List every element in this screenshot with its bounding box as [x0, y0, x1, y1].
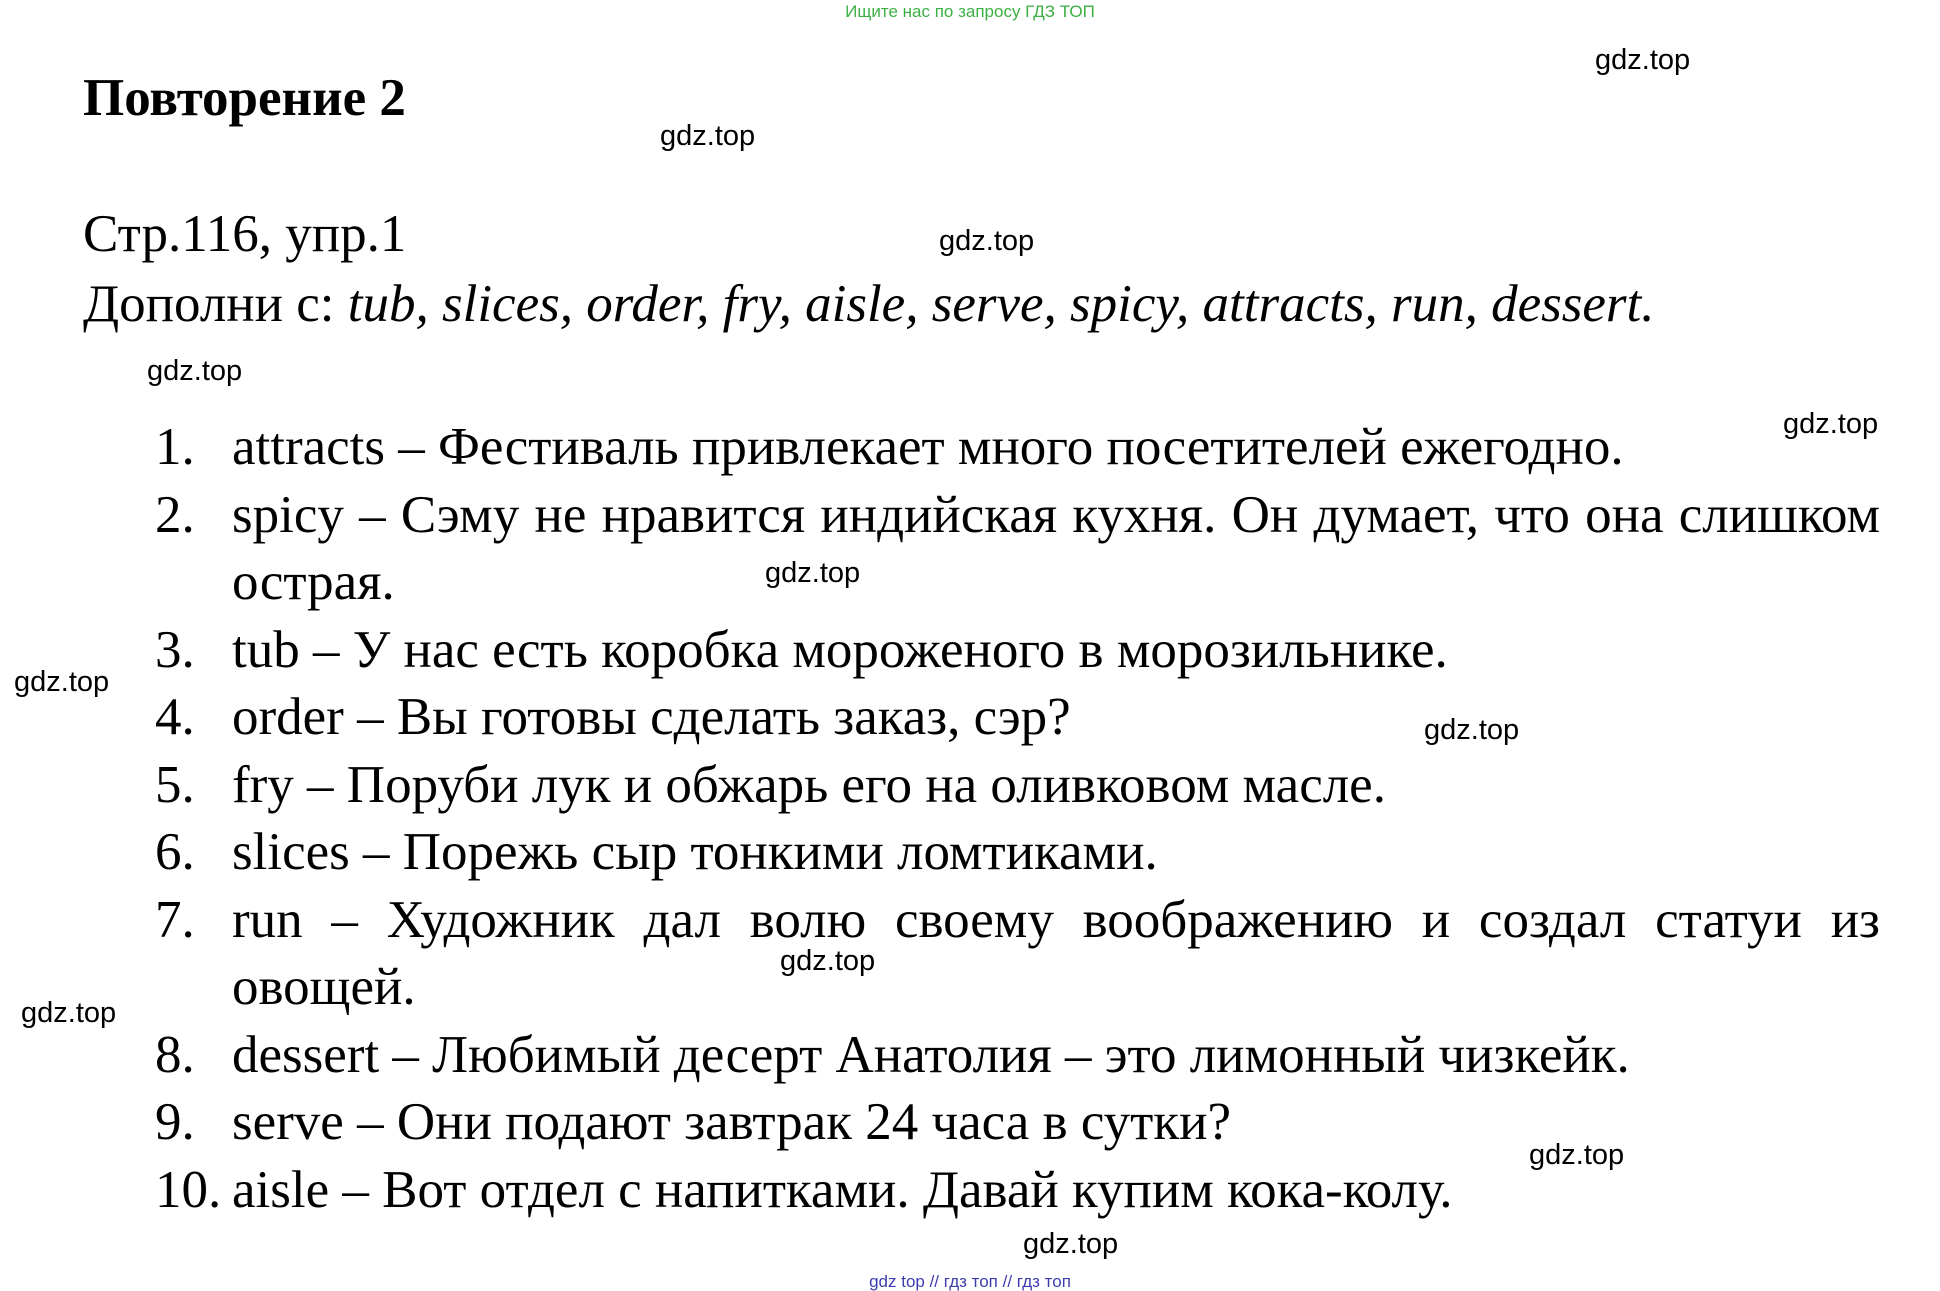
watermark: gdz.top	[765, 557, 861, 589]
answer-number: 9.	[155, 1093, 195, 1151]
answer-item	[155, 752, 1880, 820]
watermark: gdz.top	[147, 355, 243, 387]
answer-text: run – Художник дал волю своему воображению и создал статуи из овощей.	[232, 890, 1880, 1016]
answer-number: 8.	[155, 1025, 195, 1084]
answer-number: 1.	[155, 418, 195, 476]
exercise-reference: Стр.116, упр.1	[83, 205, 407, 263]
instruction-word-list: tub, slices, order, fry, aisle, serve, spicy, attracts, run, dessert.	[347, 275, 1655, 333]
watermark: gdz.top	[780, 945, 876, 977]
answer-text: fry – Поруби лук и обжарь его на оливковом масле.	[232, 755, 1386, 814]
watermark: gdz.top	[1529, 1139, 1625, 1171]
answer-number: 2.	[155, 485, 195, 544]
answer-number: 10.	[155, 1160, 222, 1219]
page-title: Повторение 2	[83, 69, 406, 127]
answer-number: 6.	[155, 823, 195, 881]
answer-list	[155, 414, 1880, 1224]
answer-text: spicy – Сэму не нравится индийская кухня. Он думает, что она слишком острая.	[232, 485, 1880, 611]
watermark: gdz.top	[939, 225, 1035, 257]
top-banner: Ищите нас по запросу ГДЗ ТОП	[845, 2, 1095, 21]
watermark: gdz.top	[14, 666, 110, 698]
instruction-prefix: Дополни с:	[83, 275, 348, 333]
answer-text: slices – Порежь сыр тонкими ломтиками.	[232, 823, 1158, 881]
answer-item	[155, 482, 1880, 617]
watermark: gdz.top	[1783, 408, 1879, 440]
answer-item	[155, 1022, 1880, 1090]
answer-text: attracts – Фестиваль привлекает много посетителей ежегодно.	[232, 418, 1624, 476]
watermark: gdz.top	[1023, 1228, 1119, 1260]
answer-text: tub – У нас есть коробка мороженого в морозильнике.	[232, 620, 1448, 679]
answer-item	[155, 887, 1880, 1022]
answer-item	[155, 414, 1880, 482]
watermark: gdz.top	[660, 120, 756, 152]
watermark: gdz.top	[1595, 44, 1691, 76]
watermark: gdz.top	[21, 997, 117, 1029]
answer-text: aisle – Вот отдел с напитками. Давай купим кока-колу.	[232, 1160, 1453, 1219]
watermark: gdz.top	[1424, 714, 1520, 746]
answer-text: order – Вы готовы сделать заказ, сэр?	[232, 688, 1071, 746]
answer-number: 4.	[155, 688, 195, 746]
answer-text: serve – Они подают завтрак 24 часа в сутки?	[232, 1093, 1231, 1151]
answer-number: 7.	[155, 890, 195, 949]
answer-text: dessert – Любимый десерт Анатолия – это лимонный чизкейк.	[232, 1025, 1630, 1084]
answer-number: 3.	[155, 620, 195, 679]
instruction	[83, 275, 1655, 333]
bottom-banner: gdz top // гдз топ // гдз топ	[869, 1272, 1071, 1291]
answer-item	[155, 819, 1880, 887]
answer-item	[155, 684, 1880, 752]
answer-item	[155, 617, 1880, 685]
answer-number: 5.	[155, 755, 195, 814]
